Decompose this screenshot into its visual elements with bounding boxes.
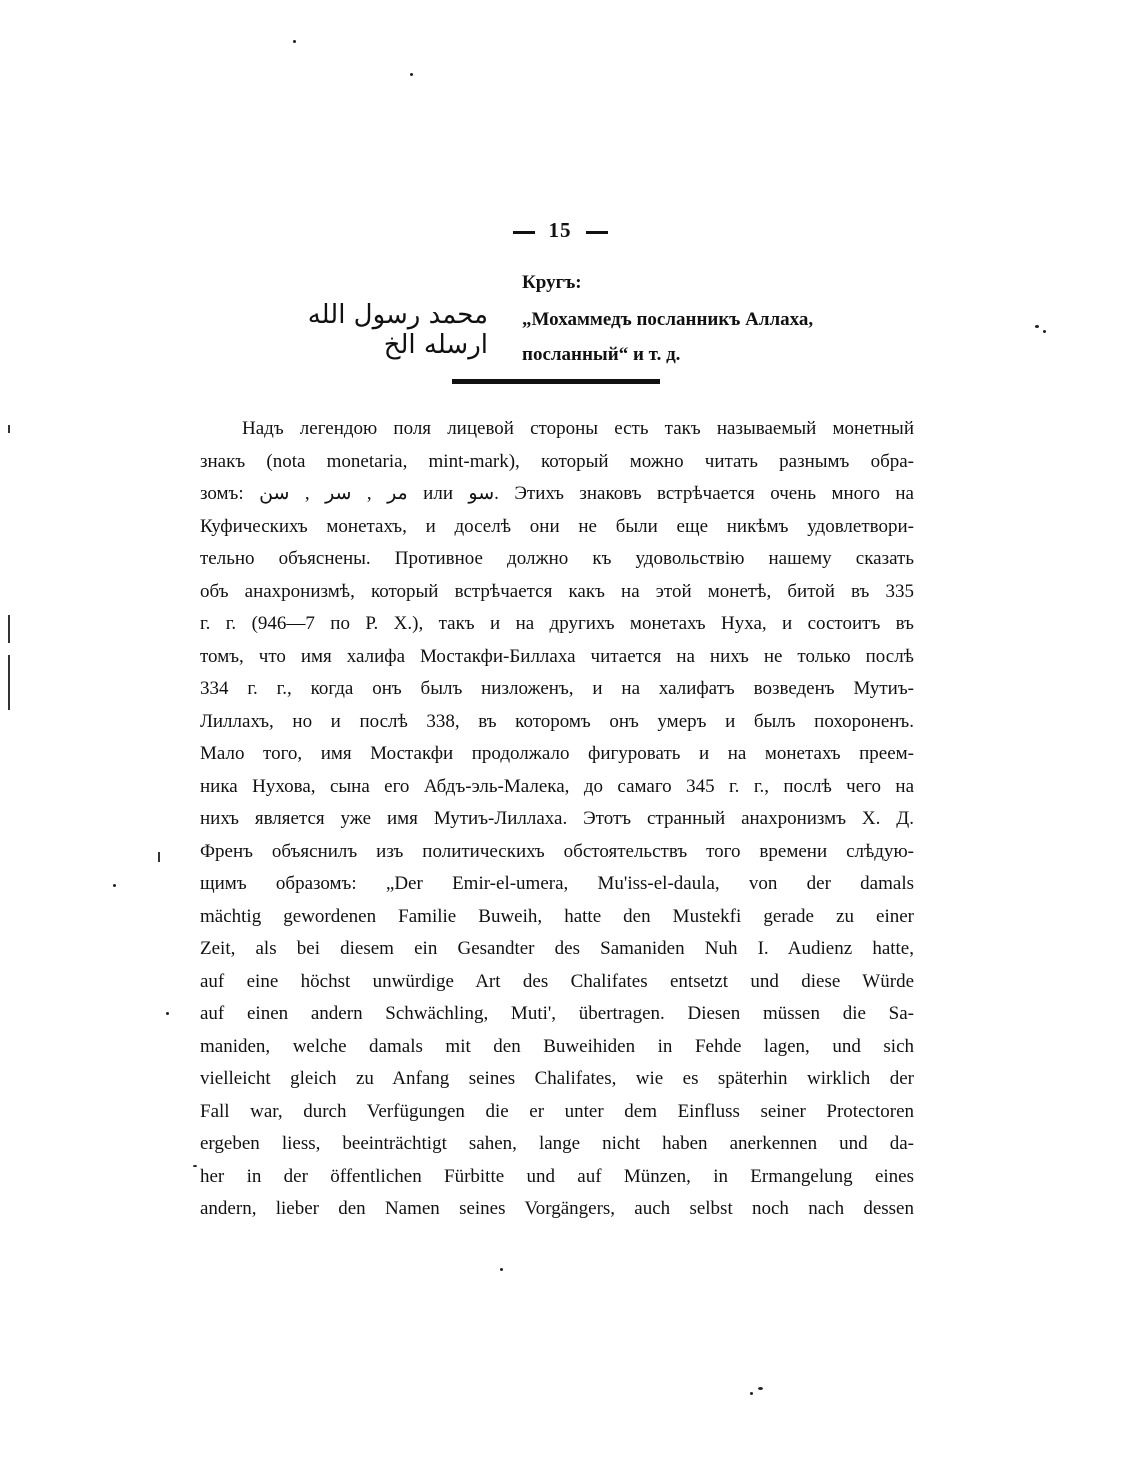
scan-speck — [410, 73, 413, 76]
margin-mark — [158, 852, 160, 862]
text-line: томъ, что имя халифа Мостакфи-Биллаха читается на нихъ не только послѣ — [200, 645, 914, 667]
text-line: Лиллахъ, но и послѣ 338, въ которомъ онъ умеръ и былъ похороненъ. — [200, 710, 914, 732]
margin-mark — [8, 615, 10, 643]
text-line: тельно объяснены. Противное должно къ удовольствію нашему сказать — [200, 548, 914, 569]
dash-left — [513, 231, 535, 234]
text-line: Надъ легендою поля лицевой стороны есть такъ называемый монетный — [242, 418, 914, 439]
scan-speck — [293, 40, 296, 43]
scan-speck — [193, 1165, 197, 1167]
scan-speck — [758, 1387, 763, 1390]
text-line: зомъ: مر , سر , سن или سو. Этихъ знаковъ встрѣчается очень много на — [200, 483, 914, 504]
scan-speck — [1043, 330, 1046, 333]
legend-translation-line-2: посланный“ и т. д. — [522, 344, 681, 365]
text-line: нихъ является уже имя Мутиъ-Лиллаха. Этотъ странный анахронизмъ Х. Д. — [200, 808, 914, 829]
scan-speck — [166, 1012, 169, 1015]
text-line: Мало того, имя Мостакфи продолжало фигуровать и на монетахъ преем- — [200, 743, 914, 764]
text-line: ergeben liess, beeinträchtigt sahen, lange nicht haben anerkennen und da- — [200, 1133, 914, 1154]
text-line: Френъ объяснилъ изъ политическихъ обстоятельствъ того времени слѣдую- — [200, 840, 914, 862]
text-line: ника Нухова, сына его Абдъ-эль-Малека, до самаго 345 г. г., послѣ чего на — [200, 775, 914, 797]
margin-mark — [8, 425, 10, 433]
legend-translation-line-1: „Мохаммедъ посланникъ Аллаха, — [522, 309, 814, 330]
text-line: Куфическихъ монетахъ, и доселѣ они не были еще никѣмъ удовлетвори- — [200, 515, 914, 537]
text-line: her in der öffentlichen Fürbitte und auf Münzen, in Ermangelung eines — [200, 1165, 914, 1187]
text-line: знакъ (nota monetaria, mint-mark), который можно читать разнымъ обра- — [200, 450, 914, 472]
text-line: г. г. (946—7 по Р. X.), такъ и на другихъ монетахъ Нуха, и состоитъ въ — [200, 613, 914, 634]
text-line: 334 г. г., когда онъ былъ низложенъ, и на халифатъ возведенъ Мутиъ- — [200, 678, 914, 699]
arabic-legend: محمد رسول الله ارسله الخ — [307, 300, 488, 360]
legend-translation — [522, 302, 852, 372]
text-line: maniden, welche damals mit den Buweihiden in Fehde lagen, und sich — [200, 1035, 914, 1057]
scan-speck — [113, 884, 116, 887]
text-line: Fall war, durch Verfügungen die er unter dem Einfluss seiner Protectoren — [200, 1100, 914, 1122]
text-line: auf eine höchst unwürdige Art des Chalifates entsetzt und diese Würde — [200, 970, 914, 992]
scan-speck — [500, 1268, 503, 1271]
text-line: vielleicht gleich zu Anfang seines Chalifates, wie es späterhin wirklich der — [200, 1068, 914, 1089]
scan-speck — [750, 1392, 753, 1395]
page-number-header — [0, 218, 1120, 243]
text-line: Zeit, als bei diesem ein Gesandter des Samaniden Nuh I. Audienz hatte, — [200, 938, 914, 959]
scan-speck — [1035, 325, 1039, 328]
margin-mark — [8, 655, 10, 710]
text-line: auf einen andern Schwächling, Muti', übertragen. Diesen müssen die Sa- — [200, 1003, 914, 1024]
text-line: mächtig gewordenen Familie Buweih, hatte den Mustekfi gerade zu einer — [200, 905, 914, 927]
dash-right — [586, 231, 608, 234]
page-number: 15 — [548, 218, 572, 242]
text-line: объ анахронизмѣ, который встрѣчается какъ на этой монетѣ, битой въ 335 — [200, 580, 914, 602]
legend-label: Кругъ: — [522, 272, 582, 293]
section-separator — [452, 379, 660, 384]
body-paragraph — [200, 413, 914, 1226]
text-line: щимъ образомъ: „Der Emir-el-umera, Mu'iss-el-daula, von der damals — [200, 873, 914, 894]
text-line: andern, lieber den Namen seines Vorgängers, auch selbst noch nach dessen — [200, 1198, 914, 1219]
